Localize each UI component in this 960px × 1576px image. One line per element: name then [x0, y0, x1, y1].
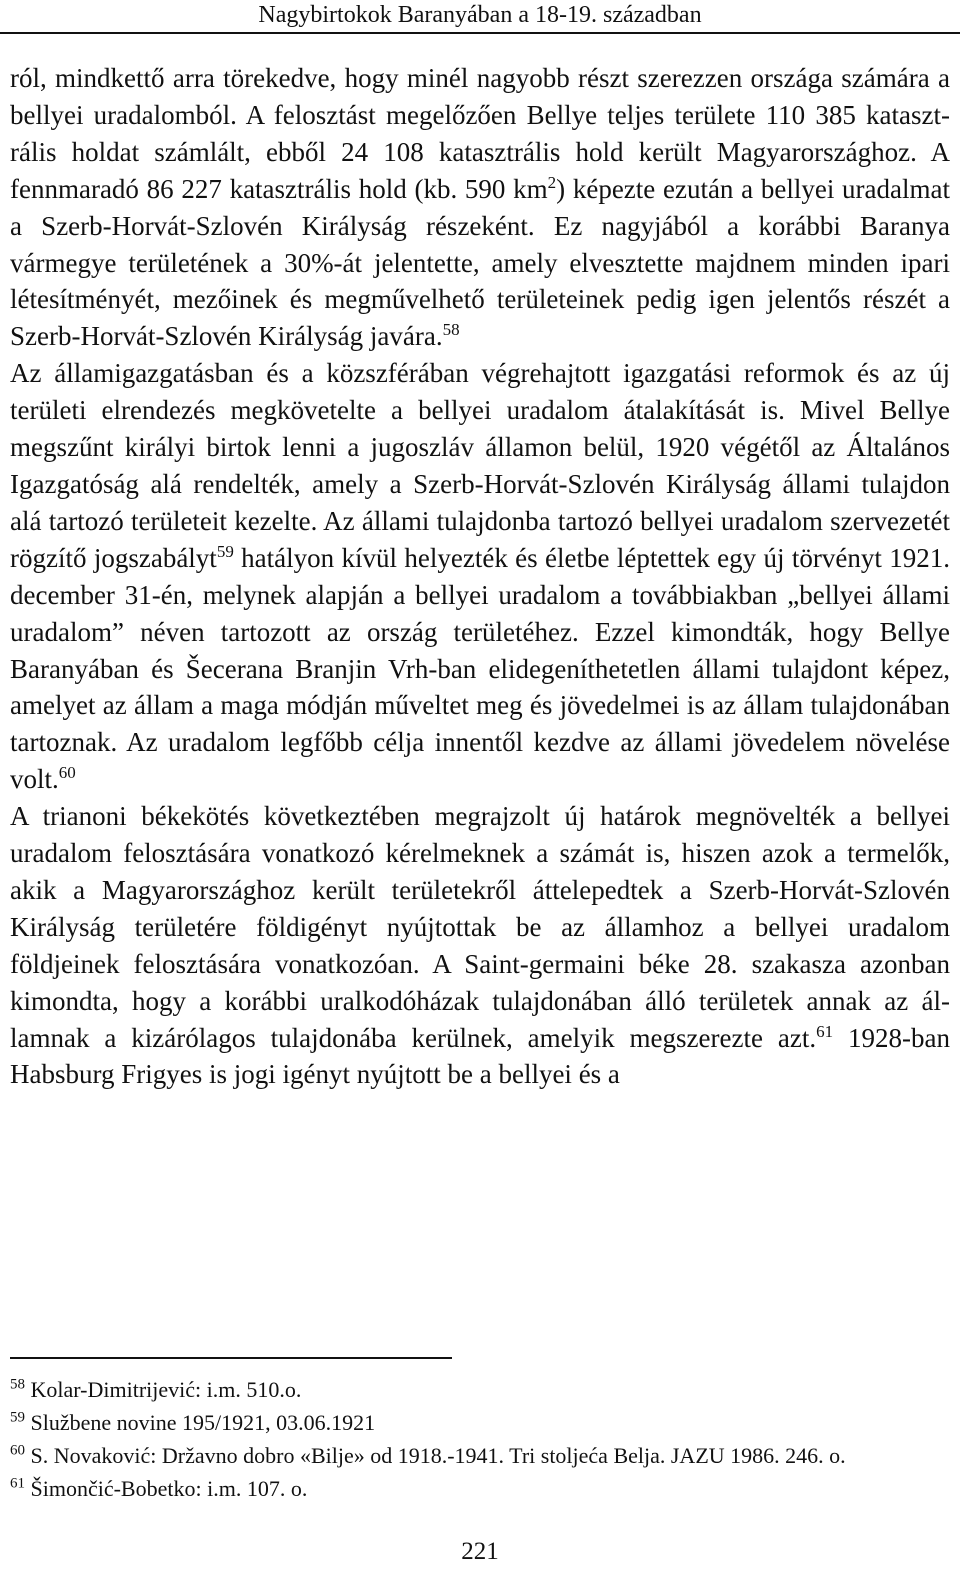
paragraph-1: [10, 60, 950, 355]
footnote-text: Službene novine 195/1921, 03.06.1921: [30, 1410, 376, 1435]
paragraph-3-text-a: A trianoni békekötés következtében megrajzolt új határok megnövelték a bellyei uradalom felosztására vonatkozó kérelmeknek a számát is, hiszen azok a termelők, akik a Magyarországhoz került területekről áttelepedtek a Szerb-Horvát-Szlovén Királyság területére földigényt nyújtottak be az államhoz a bellyei uradalom földjeinek felosztására vonatkozóan. A Saint-germaini béke 28. szakasza azonban kimondta, hogy a korábbi uralkodóházak tulajdonában álló területek annak az államnak a kizárólagos tulajdonába kerülnek, amelyik megszerezte azt.: [10, 801, 950, 1053]
footnote-divider: [10, 1357, 452, 1359]
footnote-59: [10, 1406, 950, 1439]
footnote-61: [10, 1472, 950, 1505]
footnote-number: 58: [10, 1376, 25, 1393]
running-header-title: Nagybirtokok Baranyában a 18-19. században: [258, 2, 702, 28]
body-text: [10, 60, 950, 1093]
footnote-text: S. Novaković: Državno dobro «Bilje» od 1918.-1941. Tri stoljeća Belja. JAZU 1986. 246. o.: [30, 1443, 846, 1468]
footnote-58: [10, 1373, 950, 1406]
paragraph-3: [10, 798, 950, 1093]
paragraph-3-text-b: 1928-ban Habsburg Frigyes is jogi igényt nyújtott be a bellyei és a: [10, 1022, 951, 1090]
paragraph-1-text-b: ) képezte ezután a bellyei uradalmat a Szerb-Horvát-Szlovén Királyság részeként. Ez nagyjából a korábbi Baranya vármegye területének a 30%-át jelentette, amely elvesztette majdnem minden ipari létesítményét, mezőinek és megművelhető területeinek pedig igen jelentős részét a Szerb-Horvát-Szlovén Királyság javára.: [10, 173, 950, 352]
footnote-text: Kolar-Dimitrijević: i.m. 510.o.: [30, 1377, 302, 1402]
footnote-ref-61[interactable]: 61: [816, 1021, 834, 1041]
footnote-number: 59: [10, 1409, 25, 1426]
footnote-60: [10, 1439, 950, 1472]
running-header: [0, 0, 960, 34]
footnotes: [10, 1373, 950, 1505]
footnote-ref-59[interactable]: 59: [216, 541, 234, 561]
footnote-ref-58[interactable]: 58: [442, 320, 460, 340]
paragraph-2-text-a: Az államigazgatásban és a közszférában végrehajtott igazgatási reformok és az új területi elrendezés megkövetelte a bellyei uradalom átalakítását is. Mivel Bellye megszűnt királyi birtok lenni a jugoszláv államon belül, 1920 végétől az Általános Igazgatóság alá rendelték, amely a Szerb-Horvát-Szlovén Királyság állami tulajdon alá tartozó területeit kezelte. Az állami tulajdonba tartozó bellyei uradalom szervezetét rögzítő jogszabályt: [10, 358, 950, 573]
paragraph-2: [10, 355, 950, 798]
paragraph-1-text-a: ról, mindkettő arra törekedve, hogy minél nagyobb részt szerezzen országa számára a bellyei uradalomból. A felosztást megelőzően Bellye teljes területe 110 385 katasztrális holdat számlált, ebből 24 108 katasztrális hold került Magyarországhoz. A fennmaradó 86 227 katasztrális hold (kb. 590 km: [10, 63, 950, 204]
footnote-text: Šimončić-Bobetko: i.m. 107. o.: [30, 1476, 308, 1501]
superscript-2: 2: [547, 172, 557, 192]
footnote-number: 60: [10, 1442, 25, 1459]
footnote-ref-60[interactable]: 60: [58, 763, 76, 783]
footnote-number: 61: [10, 1475, 25, 1492]
page-number: 221: [461, 1538, 499, 1565]
paragraph-2-text-b: hatályon kívül helyezték és életbe léptettek egy új törvényt 1921. december 31-én, melynek alapján a bellyei uradalom a továbbiakban „bellyei állami uradalom” néven tartozott az ország területéhez. Ezzel kimondták, hogy Bellye Baranyában és Šecerana Branjin Vrh-ban elidegeníthetetlen állami tulajdont képez, amelyet az állam a maga módján műveltet meg és jövedelmei is az állam tulajdonában tartoznak. Az uradalom legfőbb célja innentől kezdve az állami jövedelem növelése volt.: [10, 542, 950, 795]
